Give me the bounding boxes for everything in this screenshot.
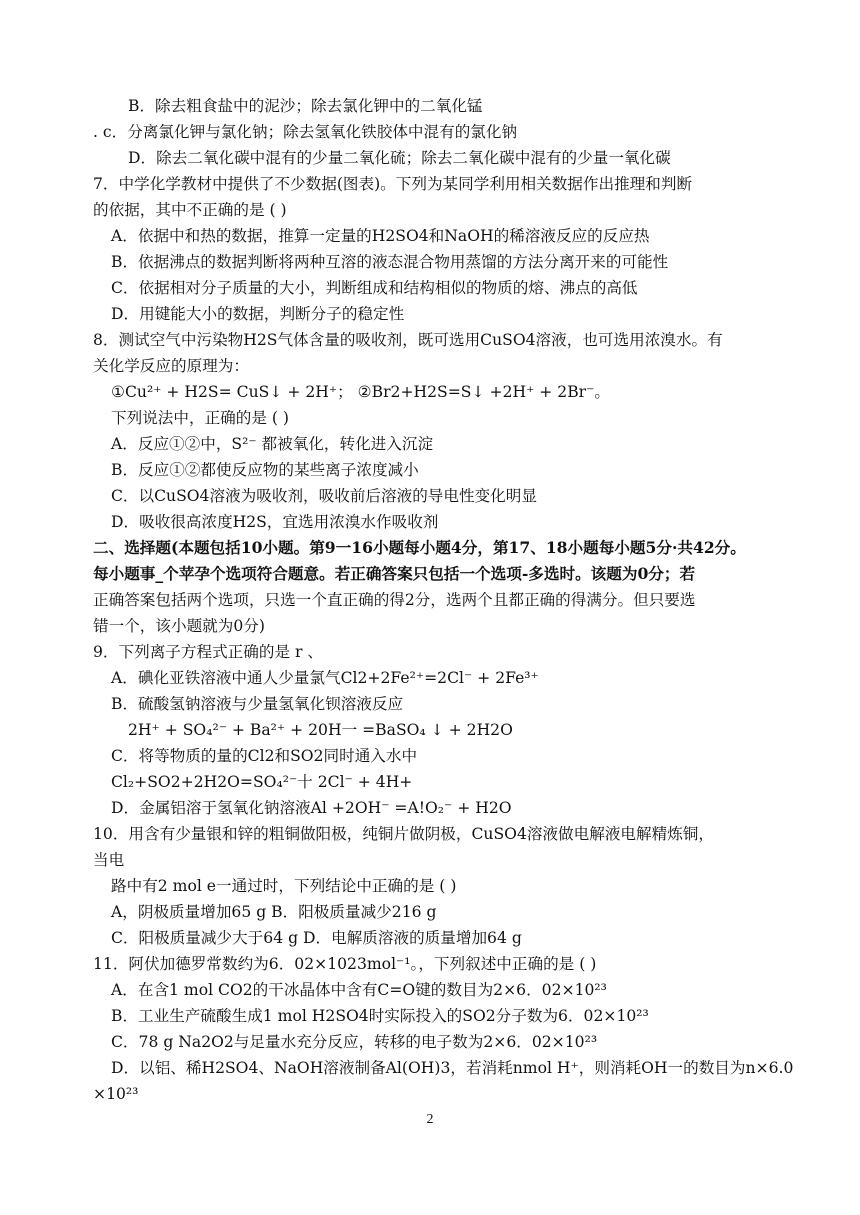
option-8b: B．反应①②都使反应物的某些离子浓度减小 [111, 461, 419, 479]
question-8-equations: ①Cu²⁺ + H2S= CuS↓ + 2H⁺； ②Br2+H2S=S↓ +2H⁺ + 2Br⁻。 [111, 383, 610, 401]
option-8c: C．以CuSO4溶液为吸收剂，吸收前后溶液的导电性变化明显 [111, 487, 537, 505]
question-10-stem: 10．用含有少量银和锌的粗铜做阳极，纯铜片做阴极，CuSO4溶液做电解液电解精炼铜， [93, 825, 714, 843]
section-2-instructions: 正确答案包括两个选项，只选一个直正确的得2分，选两个且都正确的得满分。但只要选 [93, 591, 696, 609]
question-8-prompt: 下列说法中，正确的是 ( ) [111, 409, 290, 427]
option-7b: B．依据沸点的数据判断将两种互溶的液态混合物用蒸馏的方法分离开来的可能性 [111, 253, 669, 271]
option-7c: C．依据相对分子质量的大小，判断组成和结构相似的物质的熔、沸点的高低 [111, 279, 638, 297]
options-10cd: C．阳极质量减少大于64 g D．电解质溶液的质量增加64 g [111, 929, 522, 947]
question-7-stem: 7．中学化学教材中提供了不少数据(图表)。下列为某同学利用相关数据作出推理和判断 [93, 175, 693, 193]
question-8-stem-cont: 关化学反应的原理为： [93, 357, 249, 375]
question-7-stem-cont: 的依据，其中不正确的是 ( ) [93, 201, 287, 219]
option-7a: A．依据中和热的数据，推算一定量的H2SO4和NaOH的稀溶液反应的反应热 [111, 227, 650, 245]
page-number: 2 [426, 1112, 434, 1127]
option-11b: B．工业生产硫酸生成1 mol H2SO4时实际投入的SO2分子数为6．02×10²³ [111, 1007, 649, 1025]
options-10ab: A，阴极质量增加65 g B．阳极质量减少216 g [111, 903, 437, 921]
option-6b: B．除去粗食盐中的泥沙；除去氯化钾中的二氧化锰 [128, 97, 483, 115]
option-6d: D．除去二氧化碳中混有的少量二氧化硫；除去二氧化碳中混有的少量一氧化碳 [128, 149, 671, 167]
option-8d: D．吸收很高浓度H2S，宜选用浓溴水作吸收剂 [111, 513, 439, 531]
option-9b-equation: 2H⁺ + SO₄²⁻ + Ba²⁺ + 20H一 =BaSO₄ ↓ + 2H2O [128, 721, 513, 739]
question-8-stem: 8．测试空气中污染物H2S气体含量的吸收剂，既可选用CuSO4溶液，也可选用浓溴水。有 [93, 331, 723, 349]
option-11d: D．以铝、稀H2SO4、NaOH溶液制备Al(OH)3，若消耗nmol H⁺，则消耗OH一的数目为n×6.0 [111, 1059, 794, 1077]
option-9c: C．将等物质的量的Cl2和SO2同时通入水中 [111, 747, 418, 765]
option-11c: C．78 g Na2O2与足量水充分反应，转移的电子数为2×6．02×10²³ [111, 1033, 598, 1051]
question-9-stem: 9．下列离子方程式正确的是 r 、 [93, 643, 324, 661]
option-9b: B．硫酸氢钠溶液与少量氢氧化钡溶液反应 [111, 695, 404, 713]
question-10-stem-cont: 当电 [93, 851, 125, 869]
option-8a: A．反应①②中，S²⁻ 都被氧化，转化进入沉淀 [111, 435, 434, 453]
section-2-heading-cont: 每小题事_个苹孕个选项符合题意。若正确答案只包括一个选项-多选时。该题为0分；若 [93, 564, 696, 583]
question-10-stem-cont2: 路中有2 mol e一通过时，下列结论中正确的是 ( ) [111, 877, 457, 895]
option-9c-equation: Cl₂+SO2+2H2O=SO₄²⁻十 2Cl⁻ + 4H+ [111, 773, 413, 791]
section-2-heading: 二、选择题(本题包括10小题。第9一16小题每小题4分，第17、18小题每小题5分·共42分。 [93, 538, 746, 557]
option-9a: A．碘化亚铁溶液中通人少量氯气Cl2+2Fe²⁺=2Cl⁻ + 2Fe³⁺ [111, 669, 539, 687]
section-2-instructions-cont: 错一个，该小题就为0分) [93, 617, 265, 635]
option-11a: A．在含1 mol CO2的干冰晶体中含有C=O键的数目为2×6．02×10²³ [111, 981, 607, 999]
option-11d-cont: ×10²³ [93, 1085, 139, 1103]
option-6c: . c．分离氯化钾与氯化钠；除去氢氧化铁胶体中混有的氯化钠 [93, 123, 518, 141]
option-7d: D．用键能大小的数据，判断分子的稳定性 [111, 305, 405, 323]
question-11-stem: 11．阿伏加德罗常数约为6．02×1023mol⁻¹。，下列叙述中正确的是 ( ) [93, 955, 597, 973]
option-9d: D．金属铝溶于氢氧化钠溶液Al +2OH⁻ =A!O₂⁻ + H2O [111, 799, 512, 817]
